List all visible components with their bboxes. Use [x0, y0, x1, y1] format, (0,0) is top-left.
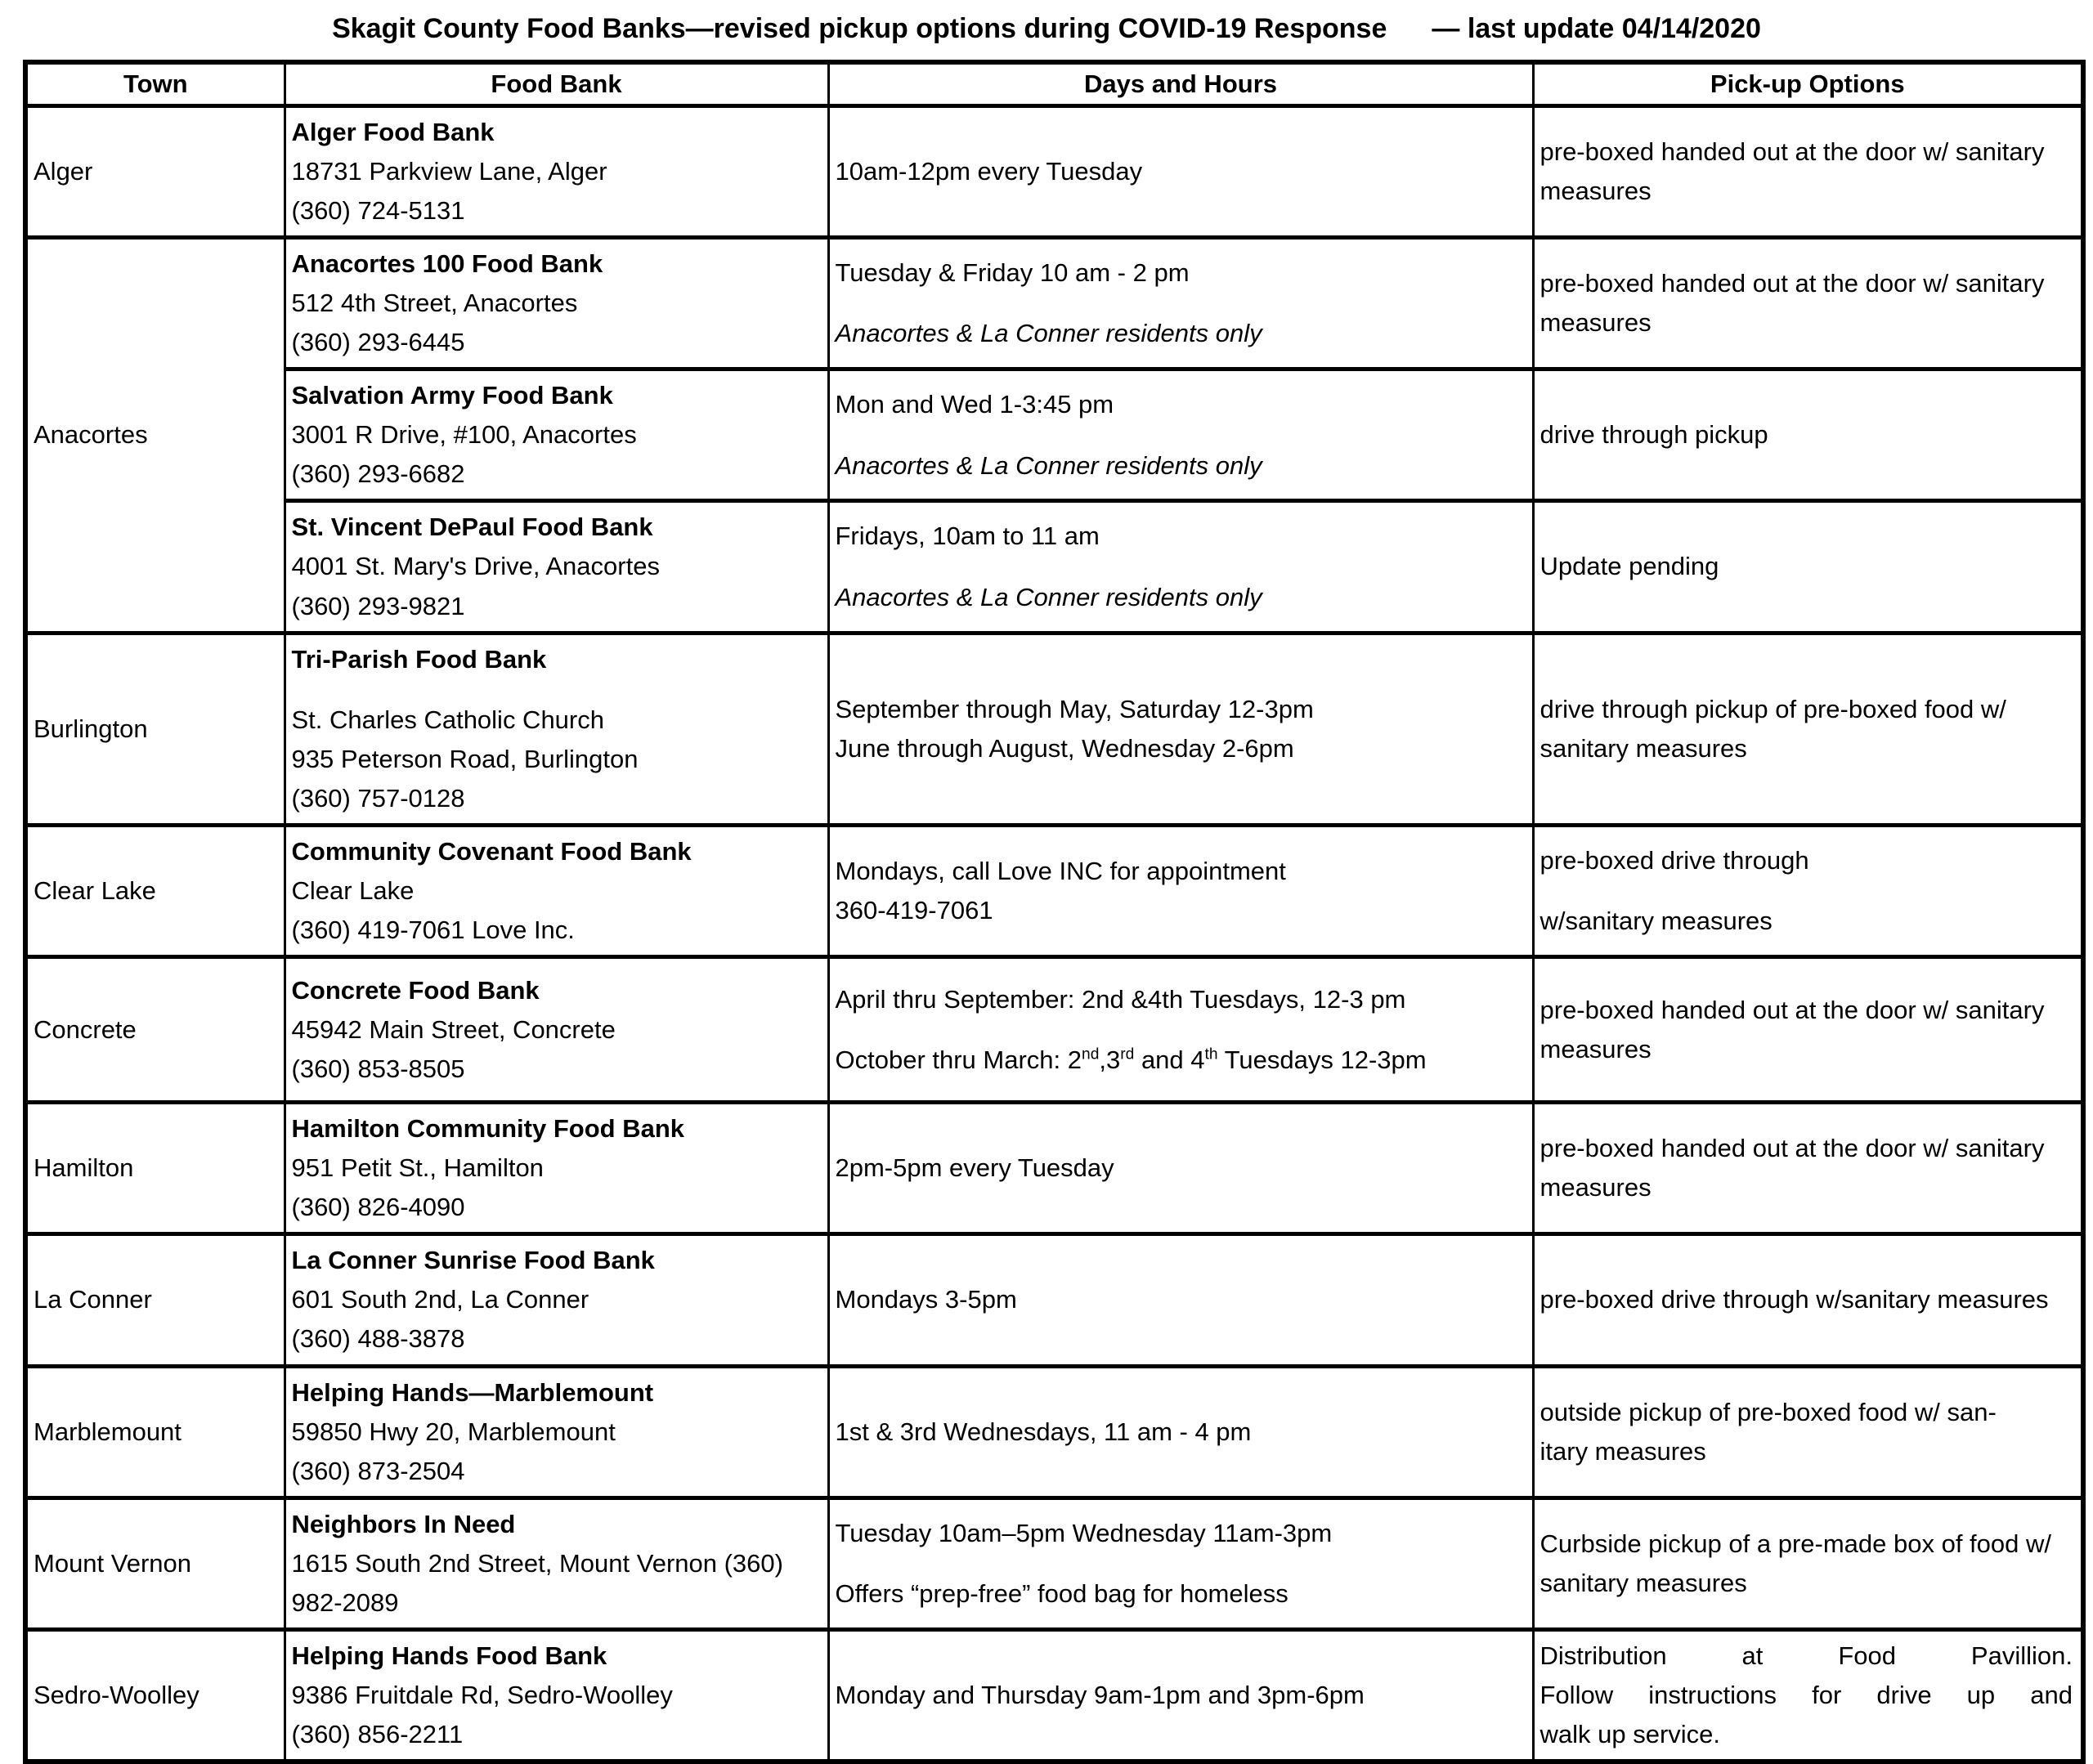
cell-text-line: 360-419-7061: [835, 896, 993, 925]
table-row: [25, 106, 2083, 238]
cell-town: Mount Vernon: [25, 1498, 285, 1629]
cell-pickup-options: [1533, 633, 2083, 826]
cell-text-line: walk up service.: [1539, 1719, 1721, 1748]
cell-text-line: (360) 757-0128: [291, 784, 465, 813]
cell-days-hours: [828, 369, 1533, 501]
cell-days-hours: [828, 1366, 1533, 1498]
cell-pickup-options: [1533, 826, 2083, 957]
cell-text-line: Salvation Army Food Bank: [291, 381, 613, 410]
cell-pickup-options: [1533, 1629, 2083, 1762]
cell-text-line: (360) 293-6445: [291, 328, 465, 357]
cell-pickup-options: [1533, 238, 2083, 369]
table-row: [25, 826, 2083, 957]
cell-text-line: Helping Hands—Marblemount: [291, 1377, 654, 1407]
cell-town: Concrete: [25, 957, 285, 1103]
cell-text-line: Community Covenant Food Bank: [291, 837, 692, 866]
header-row: [25, 62, 2083, 106]
cell-text-line: drive through pickup: [1539, 420, 1768, 450]
cell-town: Burlington: [25, 633, 285, 826]
table-row: [25, 1366, 2083, 1498]
cell-text-line: April thru September: 2nd &4th Tuesdays, 12-3 pm: [835, 984, 1406, 1014]
cell-text-line: 935 Peterson Road, Burlington: [291, 745, 639, 773]
cell-text-line: Tuesday 10am–5pm Wednesday 11am-3pm: [835, 1518, 1333, 1547]
cell-text-line: (360) 293-6682: [291, 459, 465, 489]
cell-text-line: St. Vincent DePaul Food Bank: [291, 513, 653, 542]
cell-text-line: (360) 856-2211: [291, 1719, 464, 1748]
cell-text-line: Concrete Food Bank: [291, 975, 540, 1005]
cell-text-line: 601 South 2nd, La Conner: [291, 1285, 589, 1314]
column-header-pickup-options: Pick-up Options: [1533, 62, 2083, 106]
cell-text-line: (360) 488-3878: [291, 1324, 465, 1354]
page-title-update: — last update 04/14/2020: [1432, 13, 1761, 44]
cell-text-line: Tuesday & Friday 10 am - 2 pm: [835, 257, 1190, 287]
food-banks-table: [23, 60, 2086, 1764]
cell-days-hours: [828, 238, 1533, 369]
cell-text-line: drive through pickup of pre-boxed food w/ sanitary measures: [1539, 694, 2006, 763]
cell-text-line: Mondays, call Love INC for appointment: [835, 857, 1286, 886]
cell-text-line: w/sanitary measures: [1539, 907, 1773, 936]
cell-text-line: Hamilton Community Food Bank: [291, 1114, 684, 1144]
cell-text-line: outside pickup of pre-boxed food w/ san-: [1539, 1397, 1997, 1426]
cell-text-line: (360) 724-5131: [291, 196, 465, 226]
cell-text-line: Follow instructions for drive up and: [1539, 1680, 2073, 1709]
cell-text-line: Mondays 3-5pm: [835, 1285, 1017, 1314]
cell-food-bank: [285, 1366, 828, 1498]
cell-text-line: 512 4th Street, Anacortes: [291, 289, 578, 318]
column-header-days-hours: Days and Hours: [828, 62, 1533, 106]
cell-text-line: (360) 873-2504: [291, 1456, 465, 1485]
cell-food-bank: [285, 957, 828, 1103]
column-header-town: Town: [25, 62, 285, 106]
cell-text-line: itary measures: [1539, 1436, 1706, 1466]
cell-text-line: October thru March: 2nd,3rd and 4th Tuesdays 12-3pm: [835, 1045, 1427, 1074]
cell-days-hours: [828, 633, 1533, 826]
table-row: [25, 238, 2083, 369]
cell-food-bank: [285, 369, 828, 501]
cell-food-bank: [285, 501, 828, 633]
page-title: [0, 13, 2093, 45]
cell-pickup-options: [1533, 369, 2083, 501]
cell-food-bank: [285, 1103, 828, 1234]
cell-text-line: pre-boxed handed out at the door w/ sanitary measures: [1539, 269, 2045, 338]
cell-food-bank: [285, 1498, 828, 1629]
table-row: [25, 1103, 2083, 1234]
cell-food-bank: [285, 238, 828, 369]
cell-town: Marblemount: [25, 1366, 285, 1498]
cell-text-line: Monday and Thursday 9am-1pm and 3pm-6pm: [835, 1680, 1365, 1709]
cell-text-line: 59850 Hwy 20, Marblemount: [291, 1417, 616, 1446]
cell-town: Hamilton: [25, 1103, 285, 1234]
cell-pickup-options: [1533, 1103, 2083, 1234]
cell-text-line: Tri-Parish Food Bank: [291, 644, 547, 674]
cell-text-line: Mon and Wed 1-3:45 pm: [835, 390, 1114, 419]
cell-text-line: 45942 Main Street, Concrete: [291, 1014, 616, 1044]
cell-days-hours: [828, 1234, 1533, 1366]
cell-text-line: Fridays, 10am to 11 am: [835, 522, 1100, 551]
cell-town: Alger: [25, 106, 285, 238]
cell-text-line: 1615 South 2nd Street, Mount Vernon (360) 982-2089: [291, 1548, 783, 1617]
cell-text-line: Distribution at Food Pavillion.: [1539, 1641, 2073, 1670]
page-title-main: Skagit County Food Banks—revised pickup options during COVID-19 Response: [332, 13, 1387, 44]
cell-days-hours: [828, 106, 1533, 238]
table-row: [25, 369, 2083, 501]
cell-town: Clear Lake: [25, 826, 285, 957]
cell-text-line: pre-boxed drive through w/sanitary measures: [1539, 1285, 2049, 1314]
cell-text-line: 18731 Parkview Lane, Alger: [291, 157, 607, 186]
column-header-food-bank: Food Bank: [285, 62, 828, 106]
cell-food-bank: [285, 1234, 828, 1366]
cell-text-line: pre-boxed handed out at the door w/ sanitary measures: [1539, 137, 2045, 206]
table-row: [25, 957, 2083, 1103]
cell-text-line: Anacortes & La Conner residents only: [835, 582, 1262, 611]
cell-text-line: 2pm-5pm every Tuesday: [835, 1153, 1114, 1183]
cell-text-line: Helping Hands Food Bank: [291, 1641, 607, 1670]
cell-text-line: Anacortes & La Conner residents only: [835, 450, 1262, 480]
cell-food-bank: [285, 826, 828, 957]
cell-text-line: June through August, Wednesday 2-6pm: [835, 733, 1294, 763]
cell-days-hours: [828, 1498, 1533, 1629]
cell-text-line: La Conner Sunrise Food Bank: [291, 1246, 655, 1275]
cell-days-hours: [828, 1629, 1533, 1762]
cell-text-line: (360) 419-7061 Love Inc.: [291, 916, 575, 945]
cell-pickup-options: [1533, 106, 2083, 238]
cell-pickup-options: [1533, 957, 2083, 1103]
cell-pickup-options: [1533, 1498, 2083, 1629]
cell-text-line: Anacortes & La Conner residents only: [835, 319, 1262, 348]
table-row: [25, 1234, 2083, 1366]
cell-food-bank: [285, 1629, 828, 1762]
cell-pickup-options: [1533, 501, 2083, 633]
table-row: [25, 1498, 2083, 1629]
cell-text-line: (360) 826-4090: [291, 1193, 465, 1222]
cell-text-line: 4001 St. Mary's Drive, Anacortes: [291, 552, 660, 581]
cell-text-line: Neighbors In Need: [291, 1509, 516, 1538]
cell-days-hours: [828, 501, 1533, 633]
cell-days-hours: [828, 1103, 1533, 1234]
cell-food-bank: [285, 633, 828, 826]
table-row: [25, 501, 2083, 633]
cell-pickup-options: [1533, 1234, 2083, 1366]
cell-text-line: Curbside pickup of a pre-made box of food w/ sanitary measures: [1539, 1529, 2052, 1597]
cell-town: Anacortes: [25, 238, 285, 633]
cell-text-line: 10am-12pm every Tuesday: [835, 157, 1143, 186]
cell-text-line: Clear Lake: [291, 876, 415, 906]
cell-text-line: 9386 Fruitdale Rd, Sedro-Woolley: [291, 1680, 673, 1709]
cell-text-line: Offers “prep-free” food bag for homeless: [835, 1578, 1289, 1608]
table-row: [25, 1629, 2083, 1762]
cell-text-line: pre-boxed handed out at the door w/ sanitary measures: [1539, 995, 2045, 1063]
cell-text-line: pre-boxed drive through: [1539, 845, 1809, 875]
cell-town: Sedro-Woolley: [25, 1629, 285, 1762]
cell-text-line: Anacortes 100 Food Bank: [291, 249, 603, 279]
cell-days-hours: [828, 957, 1533, 1103]
cell-text-line: pre-boxed handed out at the door w/ sanitary measures: [1539, 1134, 2045, 1202]
cell-text-line: Alger Food Bank: [291, 118, 495, 146]
cell-text-line: September through May, Saturday 12-3pm: [835, 694, 1314, 723]
cell-text-line: 3001 R Drive, #100, Anacortes: [291, 420, 637, 450]
cell-town: La Conner: [25, 1234, 285, 1366]
cell-text-line: St. Charles Catholic Church: [291, 705, 604, 734]
cell-text-line: (360) 293-9821: [291, 591, 465, 620]
cell-days-hours: [828, 826, 1533, 957]
cell-food-bank: [285, 106, 828, 238]
cell-text-line: (360) 853-8505: [291, 1054, 465, 1083]
table-header: [25, 62, 2083, 106]
table-body: [25, 106, 2083, 1762]
cell-pickup-options: [1533, 1366, 2083, 1498]
cell-text-line: 951 Petit St., Hamilton: [291, 1153, 544, 1183]
cell-text-line: 1st & 3rd Wednesdays, 11 am - 4 pm: [835, 1417, 1252, 1446]
table-row: [25, 633, 2083, 826]
cell-text-line: Update pending: [1539, 552, 1719, 581]
